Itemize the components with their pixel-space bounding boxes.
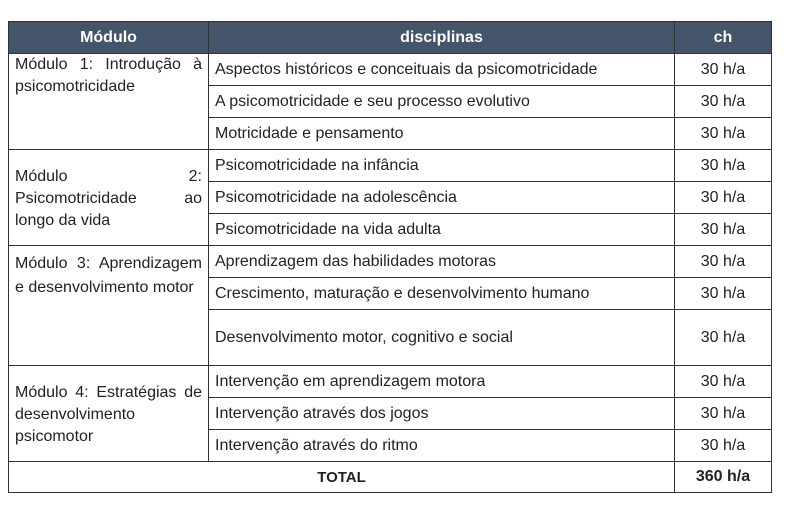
- table-row: [9, 246, 772, 278]
- discipline-hours: 30 h/a: [675, 310, 772, 366]
- discipline-hours: 30 h/a: [675, 118, 772, 150]
- discipline-hours: 30 h/a: [675, 430, 772, 462]
- module-1-name: Módulo 1: Introdução à psicomotricidade: [9, 54, 209, 150]
- discipline-hours: 30 h/a: [675, 246, 772, 278]
- discipline-name: Aspectos históricos e conceituais da psicomotricidade: [209, 54, 675, 86]
- discipline-hours: 30 h/a: [675, 366, 772, 398]
- discipline-name: Psicomotricidade na adolescência: [209, 182, 675, 214]
- total-label: TOTAL: [9, 462, 675, 493]
- module-4-name: Módulo 4: Estratégias de desenvolvimento psicomotor: [9, 366, 209, 462]
- header-disciplines: disciplinas: [209, 22, 675, 54]
- discipline-hours: 30 h/a: [675, 278, 772, 310]
- header-module: Módulo: [9, 22, 209, 54]
- discipline-name: Intervenção através do ritmo: [209, 430, 675, 462]
- table-row: [9, 54, 772, 86]
- discipline-name: Psicomotricidade na vida adulta: [209, 214, 675, 246]
- discipline-name: Crescimento, maturação e desenvolvimento humano: [209, 278, 675, 310]
- module-2-name: Módulo 2: Psicomotricidade ao longo da vida: [9, 150, 209, 246]
- discipline-hours: 30 h/a: [675, 214, 772, 246]
- discipline-name: Psicomotricidade na infância: [209, 150, 675, 182]
- discipline-hours: 30 h/a: [675, 150, 772, 182]
- header-hours: ch: [675, 22, 772, 54]
- discipline-name: A psicomotricidade e seu processo evolutivo: [209, 86, 675, 118]
- header-row: [9, 22, 772, 54]
- discipline-name: Aprendizagem das habilidades motoras: [209, 246, 675, 278]
- table-row: [9, 150, 772, 182]
- discipline-hours: 30 h/a: [675, 54, 772, 86]
- discipline-name: Intervenção em aprendizagem motora: [209, 366, 675, 398]
- discipline-name: Motricidade e pensamento: [209, 118, 675, 150]
- module-3-name: Módulo 3: Aprendizagem e desenvolvimento motor: [9, 246, 209, 366]
- total-row: [9, 462, 772, 493]
- discipline-name: Desenvolvimento motor, cognitivo e social: [209, 310, 675, 366]
- total-value: 360 h/a: [675, 462, 772, 493]
- discipline-name: Intervenção através dos jogos: [209, 398, 675, 430]
- discipline-hours: 30 h/a: [675, 398, 772, 430]
- discipline-hours: 30 h/a: [675, 182, 772, 214]
- discipline-hours: 30 h/a: [675, 86, 772, 118]
- curriculum-table: [8, 21, 772, 493]
- table-row: [9, 366, 772, 398]
